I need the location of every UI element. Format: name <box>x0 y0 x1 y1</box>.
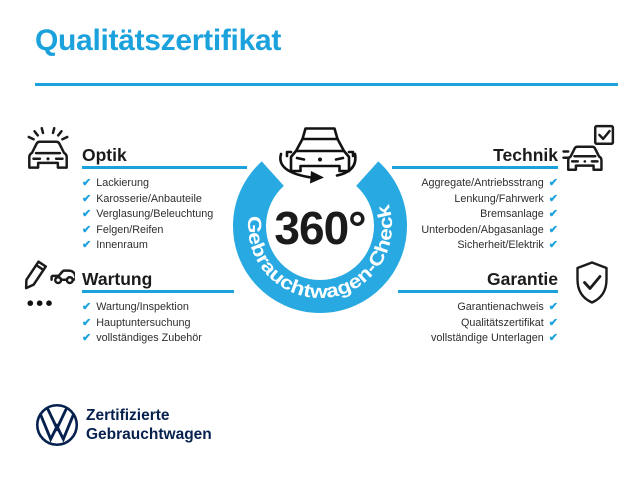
section-heading-optik: Optik <box>82 145 127 165</box>
page-title: Qualitätszertifikat <box>35 24 282 57</box>
list-item <box>480 207 558 223</box>
car-checkbox-icon <box>562 124 616 176</box>
section-heading-technik: Technik <box>493 145 558 165</box>
item-label: Aggregate/Antriebsstrang <box>421 177 544 189</box>
check-icon: ✔ <box>548 332 558 344</box>
list-item <box>454 192 558 208</box>
item-label: Lackierung <box>96 177 150 189</box>
shield-check-icon <box>569 260 615 310</box>
item-label: Karosserie/Anbauteile <box>96 192 202 205</box>
list-item <box>82 300 202 316</box>
degree-label: 360° <box>274 202 366 254</box>
item-label: Sicherheit/Elektrik <box>457 239 544 251</box>
list-item <box>82 223 213 239</box>
check-icon: ✔ <box>548 192 558 205</box>
car-rotation-icon <box>280 129 355 178</box>
item-label: vollständige Unterlagen <box>430 332 544 344</box>
check-icon: ✔ <box>82 316 92 329</box>
check-icon: ✔ <box>548 301 558 313</box>
wartung-underline <box>82 290 234 293</box>
list-item <box>82 238 213 254</box>
list-item <box>421 223 558 239</box>
section-heading-garantie: Garantie <box>487 269 558 289</box>
check-icon: ✔ <box>82 332 92 344</box>
brand-line-1: Zertifizierte <box>86 407 170 424</box>
check-icon: ✔ <box>548 208 558 220</box>
check-icon: ✔ <box>82 223 92 236</box>
item-label: Unterboden/Abgasanlage <box>421 223 544 236</box>
car-shine-icon <box>22 124 74 178</box>
ring-label: Gebrauchtwagen-Check <box>242 204 398 304</box>
garantie-underline <box>398 290 558 293</box>
check-icon: ✔ <box>548 239 558 251</box>
check-icon: ✔ <box>548 316 558 329</box>
section-heading-wartung: Wartung <box>82 269 153 289</box>
list-item <box>421 176 558 192</box>
check-icon: ✔ <box>82 192 92 205</box>
item-label: Hauptuntersuchung <box>96 316 191 329</box>
list-item <box>431 331 558 347</box>
item-label: Lenkung/Fahrwerk <box>454 192 544 205</box>
brand-lockup <box>86 406 212 444</box>
list-item <box>461 316 558 332</box>
item-label: Garantienachweis <box>457 301 544 313</box>
check-icon: ✔ <box>82 301 92 313</box>
vw-logo <box>34 402 80 448</box>
list-item <box>82 176 213 192</box>
item-label: Innenraum <box>96 239 148 251</box>
check-icon: ✔ <box>82 239 92 251</box>
checklist-pencil-car-icon <box>23 258 75 312</box>
list-item <box>82 316 202 332</box>
check-icon: ✔ <box>82 208 92 220</box>
item-label: Felgen/Reifen <box>96 223 164 236</box>
check-icon: ✔ <box>548 223 558 236</box>
brand-line-2: Gebrauchtwagen <box>86 426 212 443</box>
item-label: vollständiges Zubehör <box>96 332 202 344</box>
list-item <box>82 331 202 347</box>
item-label: Verglasung/Beleuchtung <box>96 208 214 220</box>
item-label: Bremsanlage <box>480 208 544 220</box>
arrow-head <box>310 171 324 184</box>
list-item <box>82 192 213 208</box>
list-item <box>457 238 558 254</box>
technik-checklist <box>421 176 558 254</box>
title-underline <box>35 83 618 86</box>
item-label: Qualitätszertifikat <box>460 316 544 329</box>
list-item <box>82 207 213 223</box>
check-icon: ✔ <box>82 177 92 189</box>
360-degree-check-badge <box>218 110 422 320</box>
optik-checklist <box>82 176 213 254</box>
check-icon: ✔ <box>548 177 558 189</box>
wartung-checklist <box>82 300 202 347</box>
list-item <box>457 300 558 316</box>
garantie-checklist <box>431 300 558 347</box>
item-label: Wartung/Inspektion <box>96 301 189 313</box>
